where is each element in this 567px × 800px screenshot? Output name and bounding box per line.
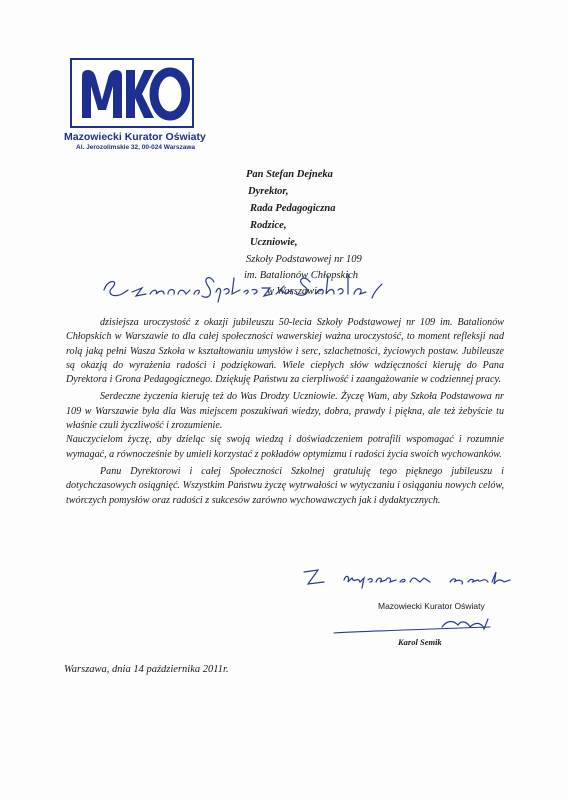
letter-body: [66, 316, 504, 508]
body-paragraph: dzisiejsza uroczystość z okazji jubileuszu 50-lecia Szkoły Podstawowej nr 109 im. Batalionów Chłopskich w Warszawie to dla całej społeczności wawerskiej ważna uroczystość, to moment refleksji nad rolą jaką pełni Wasza Szkoła w kształtowaniu umysłów i serc, szlachetności, życiowych postaw. Jubileusze są okazją do wyrażenia radości i podziękowań. Wiele ciepłych słów wdzięczności kieruję do Pana Dyrektora i Grona Pedagogicznego. Dziękuję Państwu za cierpliwość i zaangażowanie w codziennej pracy.: [66, 317, 504, 386]
recipient-line: Pan Stefan Dejneka: [246, 169, 333, 180]
recipient-line: im. Batalionów Chłopskich: [244, 270, 359, 281]
body-paragraph: Panu Dyrektorowi i całej Społeczności Szkolnej gratuluję tego pięknego jubileuszu i dotychczasowych osiągnięć. Wszystkim Państwu życzę wytrwałości w wytyczaniu i osiąganiu nowych celów, twórczych pomysłów oraz radości z sukcesów zarówno wychowawczych jak i dydaktycznych.: [66, 465, 504, 506]
handwritten-closing: [300, 560, 530, 590]
body-paragraph: Serdeczne życzenia kieruję też do Was Drodzy Uczniowie. Życzę Wam, aby Szkoła Podstawowa nr 109 w Warszawie była dla Was miejscem poszukiwań wiedzy, dobra, prawdy i piękna, ale też żebyście tu właśnie czuli życzliwość i zrozumienie.: [66, 391, 504, 432]
signature: [330, 615, 500, 639]
mko-logo-mark: [78, 66, 190, 124]
recipient-line: Rodzice,: [250, 220, 287, 231]
signer-name: Karol Semik: [398, 637, 442, 647]
body-paragraph: Nauczycielom życzę, aby dzieląc się swoją wiedzą i doświadczeniem potrafili wspomagać i rozumnie wymagać, a równocześnie by umieli korzystać z pokładów optymizmu i radości życia swoich wychowanków.: [66, 434, 504, 460]
org-name: Mazowiecki Kurator Oświaty: [64, 131, 206, 143]
recipient-line: Rada Pedagogiczna: [250, 203, 336, 214]
recipient-line: Uczniowie,: [250, 237, 298, 248]
recipient-line: Szkoły Podstawowej nr 109: [246, 254, 362, 265]
handwritten-salutation: [98, 268, 398, 308]
date-line: Warszawa, dnia 14 października 2011r.: [64, 664, 229, 675]
mko-logo: [70, 58, 194, 128]
signatory-organization: Mazowiecki Kurator Oświaty: [378, 601, 485, 611]
recipient-line: w Warszawie: [267, 286, 322, 297]
org-address: Al. Jerozolimskie 32, 00-024 Warszawa: [76, 144, 195, 151]
recipient-line: Dyrektor,: [248, 186, 289, 197]
